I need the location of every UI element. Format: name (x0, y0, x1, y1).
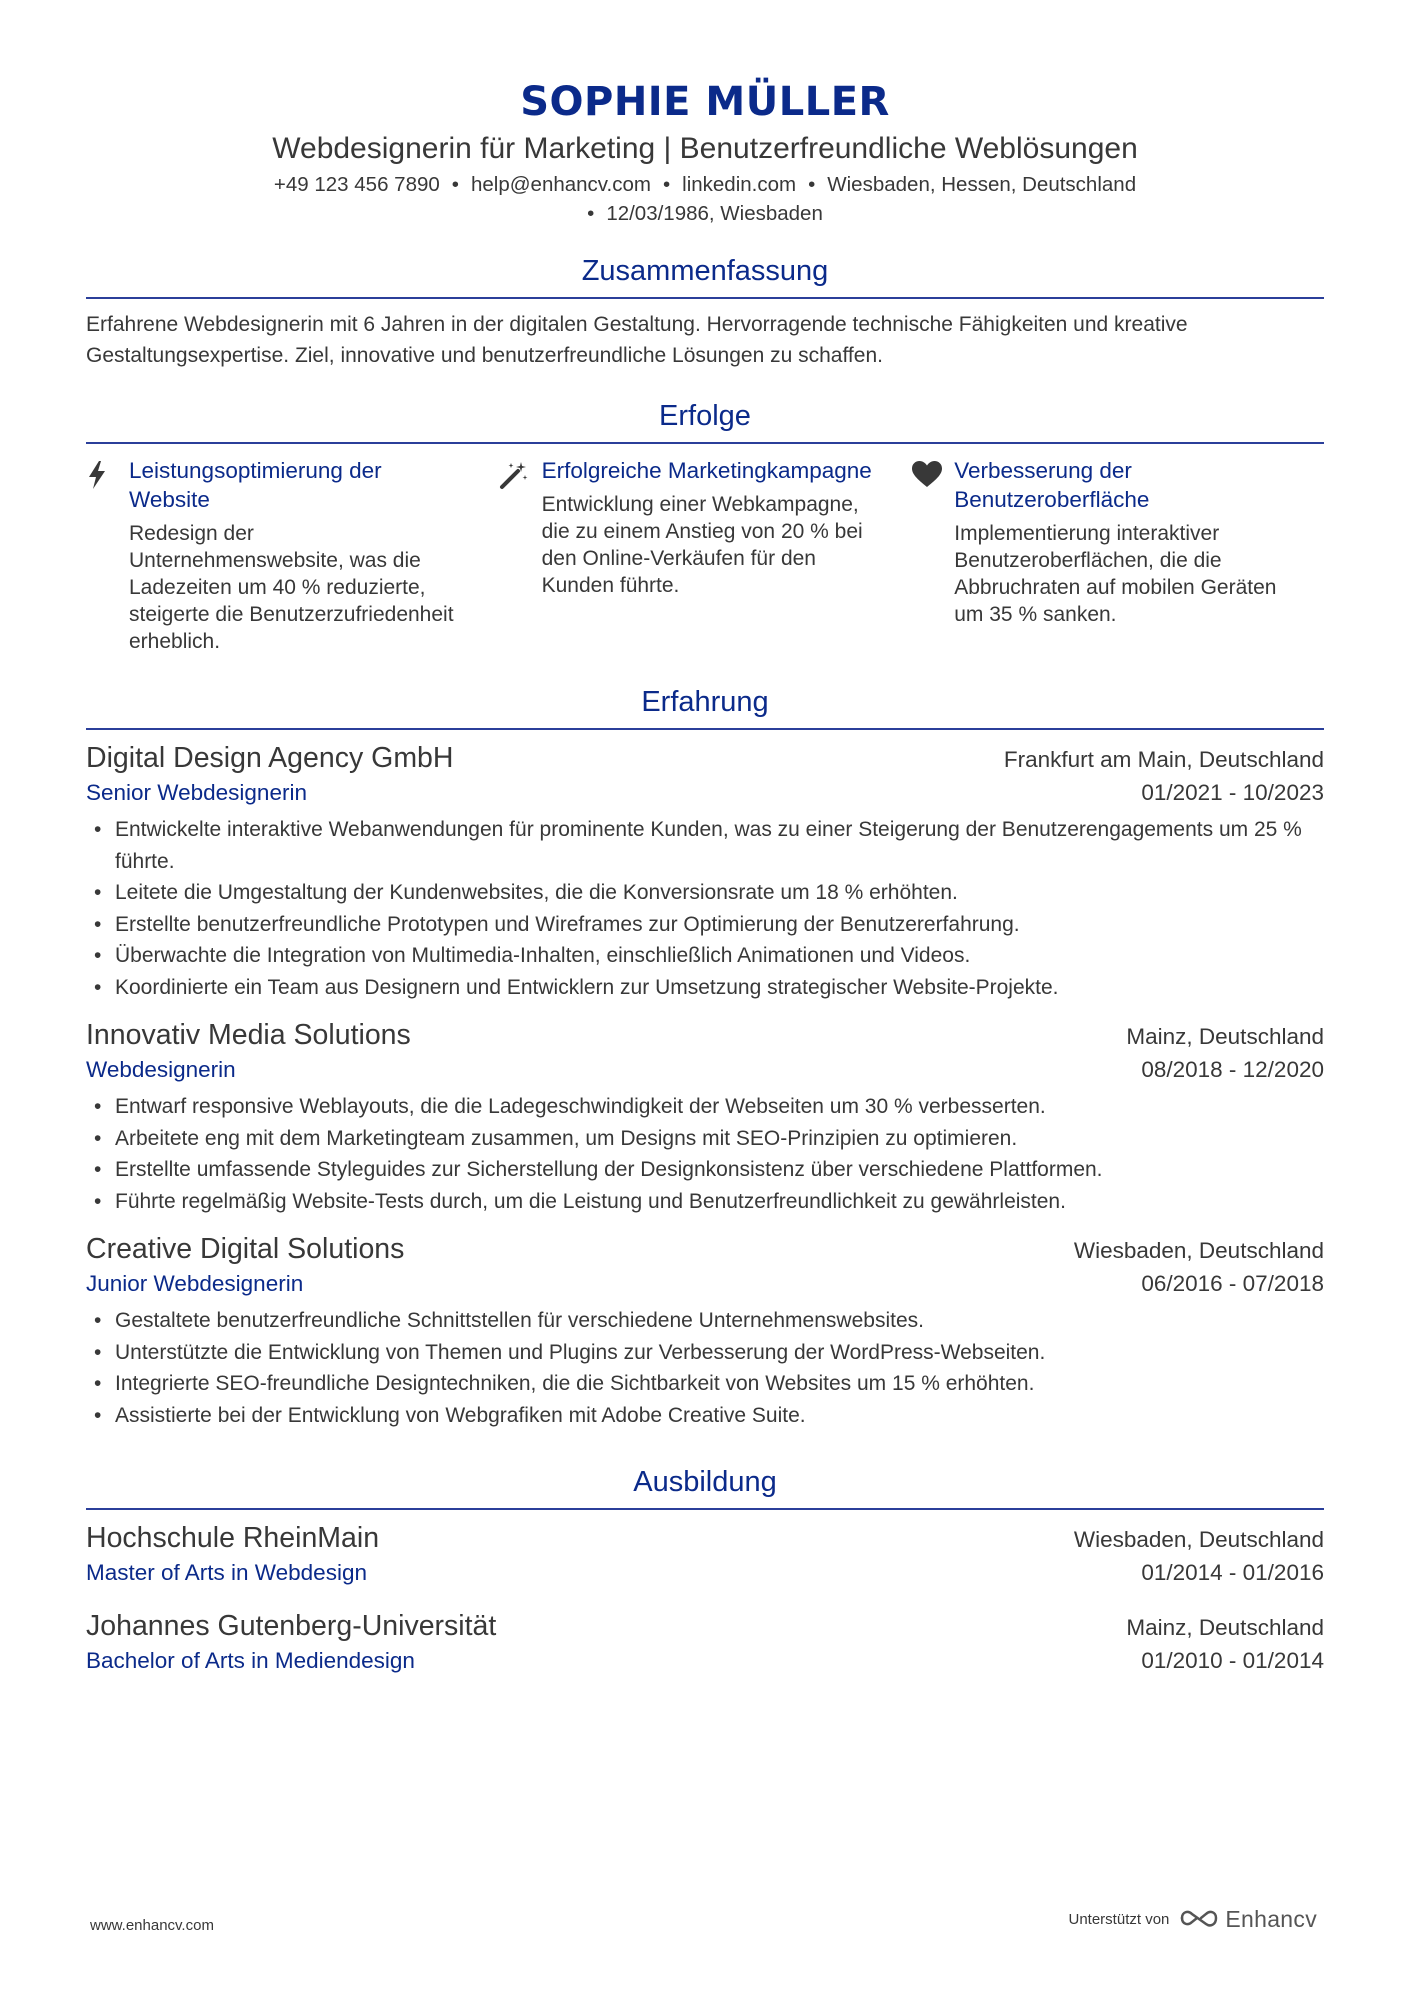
education-section (86, 1463, 1324, 1676)
job-title: Webdesignerin (86, 1057, 236, 1082)
bullet-item: • Führte regelmäßig Website-Tests durch, um die Leistung und Benutzerfreundlichkeit zu gewährleisten. (86, 1186, 1324, 1218)
job-bullets (86, 814, 1324, 1003)
section-divider (86, 442, 1324, 444)
footer-website[interactable]: www.enhancv.com (90, 1917, 214, 1934)
section-divider (86, 297, 1324, 299)
achievements-list (86, 456, 1324, 655)
experience-entry (86, 1231, 1324, 1431)
contact-line: +49 123 456 7890 • help@enhancv.com • linkedin.com • Wiesbaden, Hessen, Deutschland (273, 173, 1137, 196)
magic-wand-icon (499, 456, 542, 655)
resume-header (86, 76, 1324, 228)
degree-dates: 01/2010 - 01/2014 (1141, 1648, 1324, 1673)
achievements-title: Erfolge (659, 400, 751, 432)
company-name: Creative Digital Solutions (86, 1233, 405, 1265)
bullet-item: • Entwarf responsive Weblayouts, die die Ladegeschwindigkeit der Webseiten um 30 % verbesserten. (86, 1091, 1324, 1123)
achievements-section (86, 397, 1324, 655)
contact-birth: 12/03/1986, Wiesbaden (606, 202, 823, 225)
job-dates: 01/2021 - 10/2023 (1141, 780, 1324, 805)
job-location: Mainz, Deutschland (1126, 1024, 1324, 1049)
achievement-title: Erfolgreiche Marketingkampagne (541, 458, 872, 483)
bullet-item: • Leitete die Umgestaltung der Kundenwebsites, die die Konversionsrate um 18 % erhöhten. (86, 877, 1324, 909)
bullet-item: • Integrierte SEO-freundliche Designtechniken, die die Sichtbarkeit von Websites um 15 % erhöhten. (86, 1368, 1324, 1400)
education-title: Ausbildung (633, 1466, 777, 1498)
brand-name: Enhancv (1225, 1906, 1317, 1932)
contact-line-2: • 12/03/1986, Wiesbaden (587, 202, 823, 225)
job-dates: 08/2018 - 12/2020 (1141, 1057, 1324, 1082)
school-location: Mainz, Deutschland (1126, 1615, 1324, 1640)
bullet-item: • Überwachte die Integration von Multimedia-Inhalten, einschließlich Animationen und Videos. (86, 940, 1324, 972)
candidate-name: SOPHIE MÜLLER (520, 79, 890, 125)
enhancv-logo-icon (1179, 1907, 1219, 1933)
experience-entry (86, 1017, 1324, 1217)
company-name: Innovativ Media Solutions (86, 1019, 411, 1051)
resume-content (86, 76, 1324, 1676)
job-dates: 06/2016 - 07/2018 (1141, 1271, 1324, 1296)
job-location: Wiesbaden, Deutschland (1073, 1238, 1324, 1263)
school-name: Johannes Gutenberg-Universität (86, 1610, 497, 1642)
job-title: Junior Webdesignerin (86, 1271, 304, 1296)
education-entry (86, 1608, 1324, 1676)
contact-email[interactable]: help@enhancv.com (470, 173, 651, 196)
achievement-title: Verbesserung der Benutzeroberfläche (954, 458, 1150, 512)
bullet-item: • Gestaltete benutzerfreundliche Schnittstellen für verschiedene Unternehmenswebsites. (86, 1305, 1324, 1337)
achievement-item (499, 456, 912, 655)
achievement-description: Implementierung interaktiver Benutzeroberflächen, die die Abbruchraten auf mobilen Geräten um 35 % sanken. (954, 522, 1277, 626)
candidate-headline: Webdesignerin für Marketing | Benutzerfreundliche Weblösungen (272, 132, 1138, 165)
school-location: Wiesbaden, Deutschland (1073, 1527, 1324, 1552)
contact-linkedin[interactable]: linkedin.com (682, 173, 797, 196)
degree-dates: 01/2014 - 01/2016 (1141, 1560, 1324, 1585)
footer-branding (1069, 1906, 1318, 1933)
bullet-item: • Assistierte bei der Entwicklung von Webgrafiken mit Adobe Creative Suite. (86, 1400, 1324, 1432)
experience-section (86, 683, 1324, 1431)
summary-title: Zusammenfassung (581, 255, 829, 287)
lightning-bolt-icon (86, 456, 129, 655)
heart-icon (911, 456, 954, 655)
achievement-description: Redesign der Unternehmenswebsite, was die Ladezeiten um 40 % reduzierte, steigerte die Benutzerzufriedenheit erheblich. (129, 522, 454, 653)
section-divider (86, 728, 1324, 730)
bullet-item: • Erstellte umfassende Styleguides zur Sicherstellung der Designkonsistenz über verschiedene Plattformen. (86, 1154, 1324, 1186)
education-entry (86, 1520, 1324, 1588)
bullet-item: • Entwickelte interaktive Webanwendungen für prominente Kunden, was zu einer Steigerung der Benutzerengagements um 25 % führte. (86, 814, 1324, 877)
bullet-item: • Koordinierte ein Team aus Designern und Entwicklern zur Umsetzung strategischer Website-Projekte. (86, 972, 1324, 1004)
section-divider (86, 1508, 1324, 1510)
contact-phone: +49 123 456 7890 (273, 173, 440, 196)
job-bullets (86, 1305, 1324, 1431)
degree-title: Bachelor of Arts in Mediendesign (86, 1648, 415, 1673)
powered-by-label: Unterstützt von (1068, 1911, 1170, 1928)
experience-title: Erfahrung (641, 686, 769, 718)
degree-title: Master of Arts in Webdesign (86, 1560, 367, 1585)
summary-section (86, 252, 1324, 371)
summary-text: Erfahrene Webdesignerin mit 6 Jahren in der digitalen Gestaltung. Hervorragende technische Fähigkeiten und kreative Gestaltungsexpertise. Ziel, innovative und benutzerfreundliche Lösungen zu schaffen. (86, 313, 1188, 367)
experience-entry (86, 740, 1324, 1003)
bullet-item: • Erstellte benutzerfreundliche Prototypen und Wireframes zur Optimierung der Benutzererfahrung. (86, 909, 1324, 941)
contact-location: Wiesbaden, Hessen, Deutschland (827, 173, 1137, 196)
job-bullets (86, 1091, 1324, 1217)
job-location: Frankfurt am Main, Deutschland (1003, 747, 1324, 772)
company-name: Digital Design Agency GmbH (86, 742, 454, 774)
bullet-item: • Unterstützte die Entwicklung von Themen und Plugins zur Verbesserung der WordPress-Webseiten. (86, 1337, 1324, 1369)
achievement-description: Entwicklung einer Webkampagne, die zu einem Anstieg von 20 % bei den Online-Verkäufen für den Kunden führte. (541, 493, 863, 597)
school-name: Hochschule RheinMain (86, 1522, 380, 1554)
achievement-title: Leistungsoptimierung der Website (129, 458, 382, 512)
bullet-item: • Arbeitete eng mit dem Marketingteam zusammen, um Designs mit SEO-Prinzipien zu optimieren. (86, 1123, 1324, 1155)
achievement-item (911, 456, 1324, 655)
job-title: Senior Webdesignerin (86, 780, 307, 805)
achievement-item (86, 456, 499, 655)
